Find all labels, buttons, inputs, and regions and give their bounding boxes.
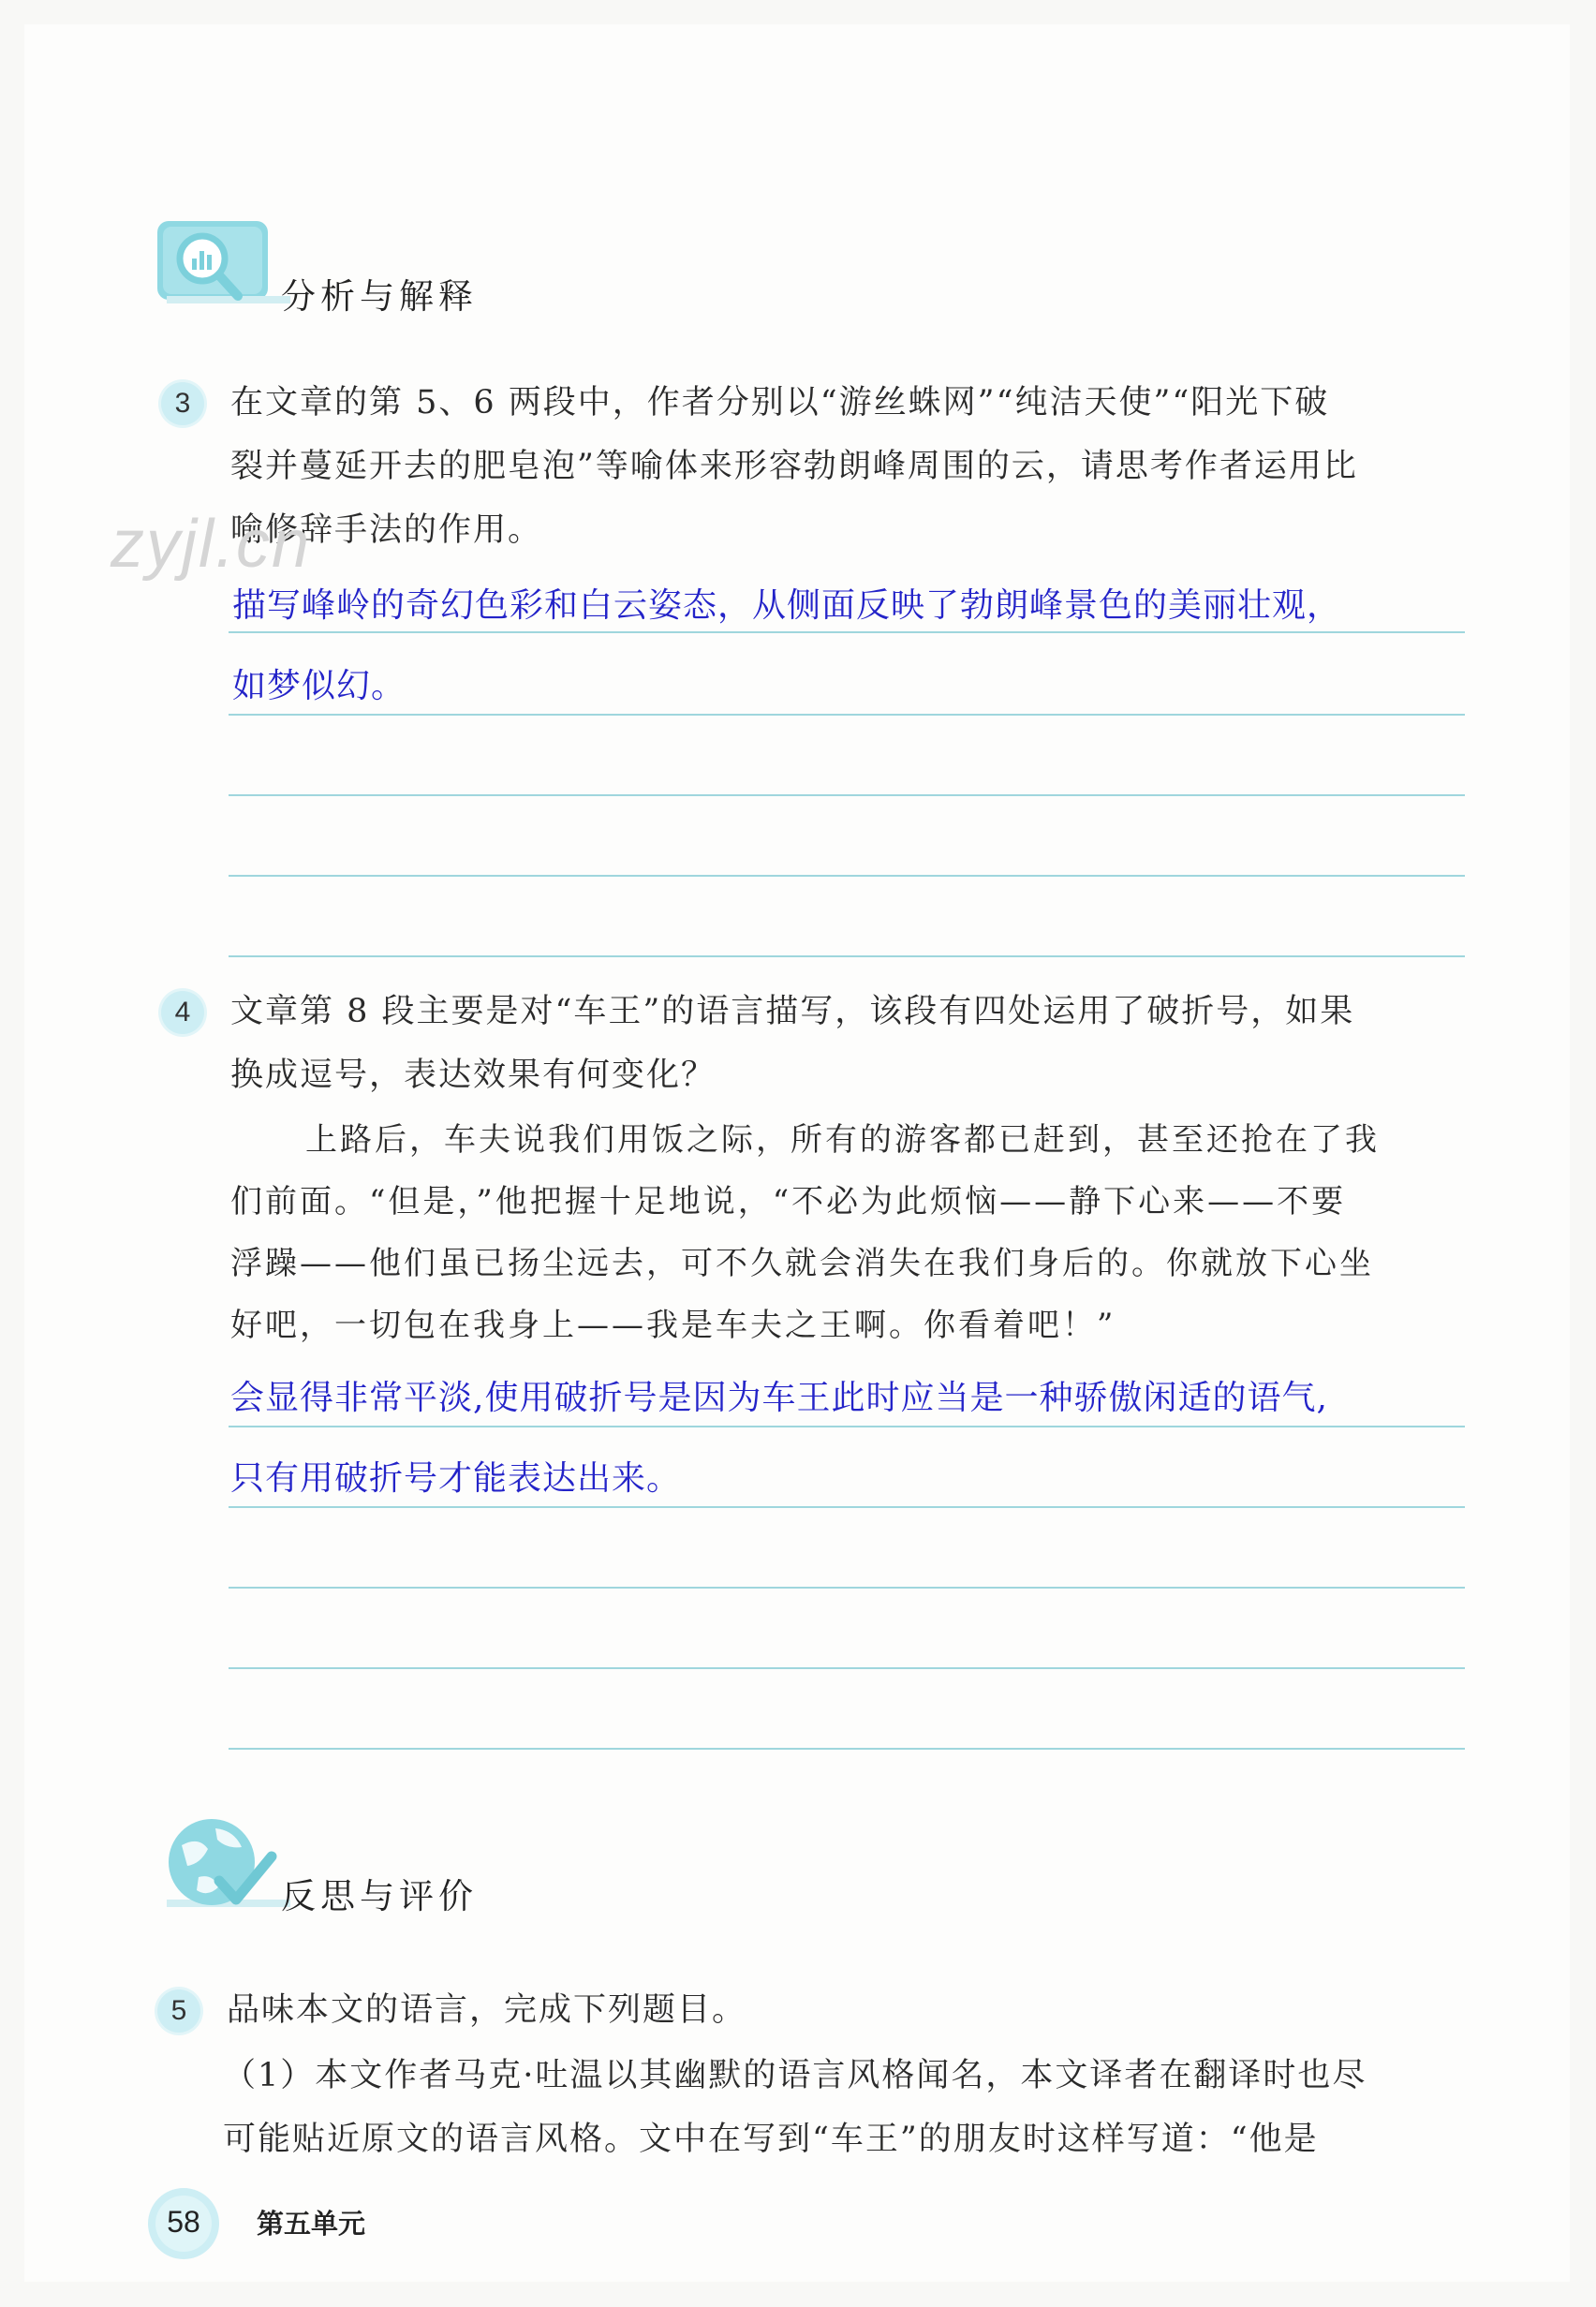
answer-rule xyxy=(229,794,1465,796)
question-5-sub1 xyxy=(223,2044,1478,2171)
question-number: 3 xyxy=(174,388,191,419)
answer-line: 如梦似幻。 xyxy=(232,667,406,705)
globe-check-icon xyxy=(150,1808,290,1930)
watermark: zyjl.cn xyxy=(111,507,312,582)
question-line: （1）本文作者马克·吐温以其幽默的语言风格闻名，本文译者在翻译时也尽 xyxy=(223,2057,1367,2094)
quote-line: 们前面。“但是，”他把握十足地说，“不必为此烦恼——静下心来——不要 xyxy=(230,1183,1347,1220)
question-3-stem xyxy=(230,371,1476,562)
answer-rule xyxy=(229,955,1465,957)
question-line: 文章第 8 段主要是对“车王”的语言描写，该段有四处运用了破折号，如果 xyxy=(230,993,1355,1030)
answer-rule xyxy=(229,714,1465,716)
section-title-analysis: 分析与解释 xyxy=(281,276,478,317)
answer-line: 描写峰岭的奇幻色彩和白云姿态，从侧面反映了勃朗峰景色的美丽壮观， xyxy=(232,586,1342,625)
question-number-badge xyxy=(157,1989,200,2033)
analysis-section-header xyxy=(150,214,543,326)
quote-line: 上路后，车夫说我们用饭之际，所有的游客都已赶到，甚至还抢在了我 xyxy=(305,1121,1380,1159)
page-number: 58 xyxy=(167,2205,200,2239)
magnifier-chart-icon xyxy=(150,214,290,326)
question-5-stem: 品味本文的语言，完成下列题目。 xyxy=(227,1991,747,2029)
answer-rule xyxy=(229,1587,1465,1589)
quote-line: 好吧，一切包在我身上——我是车夫之王啊。你看着吧！” xyxy=(230,1307,1116,1344)
answer-rule xyxy=(229,875,1465,877)
question-line: 喻修辞手法的作用。 xyxy=(230,511,543,549)
page-number-badge xyxy=(146,2186,221,2261)
unit-label: 第五单元 xyxy=(257,2208,366,2240)
section-title-reflection: 反思与评价 xyxy=(281,1876,478,1916)
answer-rule xyxy=(229,1506,1465,1508)
reflection-section-header xyxy=(150,1808,543,1930)
question-number: 4 xyxy=(174,997,191,1028)
answer-rule xyxy=(229,1748,1465,1750)
quoted-passage xyxy=(230,1109,1476,1356)
question-line: 在文章的第 5、6 两段中，作者分别以“游丝蛛网”“纯洁天使”“阳光下破 xyxy=(230,384,1330,421)
question-number: 5 xyxy=(170,1995,187,2026)
question-4-stem xyxy=(230,980,1476,1107)
quote-line: 浮躁——他们虽已扬尘远去，可不久就会消失在我们身后的。你就放下心坐 xyxy=(230,1245,1374,1282)
question-line: 可能贴近原文的语言风格。文中在写到“车王”的朋友时这样写道：“他是 xyxy=(223,2121,1319,2158)
question-line: 裂并蔓延开去的肥皂泡”等喻体来形容勃朗峰周围的云，请思考作者运用比 xyxy=(230,448,1358,485)
answer-rule xyxy=(229,1667,1465,1669)
answer-rule xyxy=(229,631,1465,633)
answer-rule xyxy=(229,1426,1465,1427)
question-number-badge xyxy=(161,382,204,425)
answer-line: 会显得非常平淡,使用破折号是因为车王此时应当是一种骄傲闲适的语气, xyxy=(230,1379,1328,1417)
question-line: 换成逗号，表达效果有何变化？ xyxy=(230,1057,717,1094)
question-number-badge xyxy=(161,991,204,1034)
answer-line: 只有用破折号才能表达出来。 xyxy=(230,1459,682,1498)
